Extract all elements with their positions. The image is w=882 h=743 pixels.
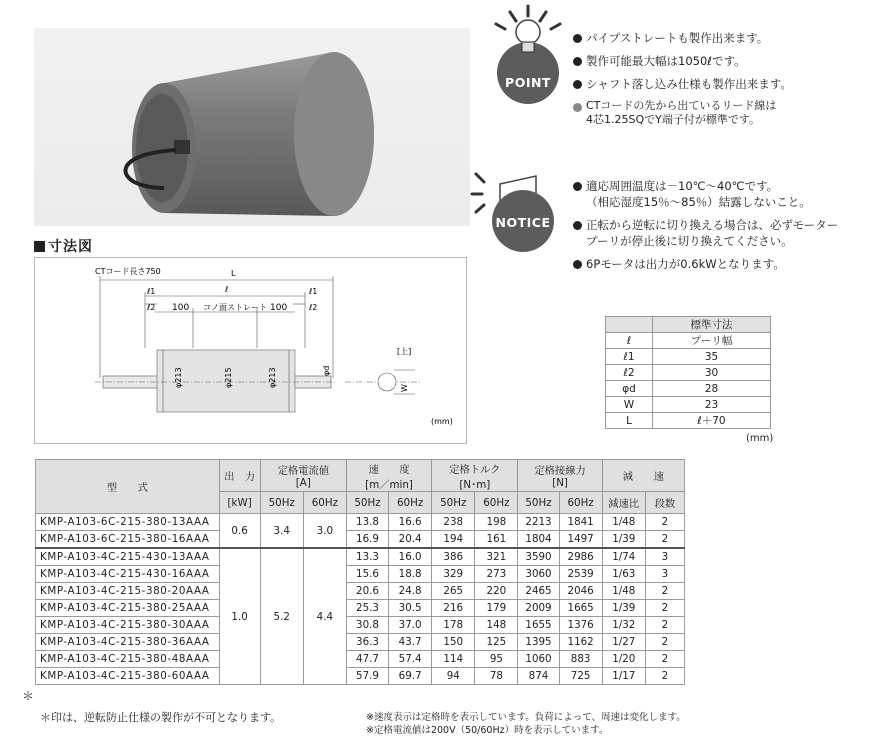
table-cell: 1.0 [219,548,260,685]
L-label: L [231,269,236,278]
table-cell: 1/48 [602,514,645,531]
phi213-left-label: φ213 [174,367,183,388]
phi213-right-label: φ213 [268,367,277,388]
l1-right-label: ℓ1 [309,287,318,296]
table-cell: 37.0 [389,617,432,634]
table-cell: 57.4 [389,651,432,668]
table-cell: 150 [432,634,475,651]
table-cell: 1655 [518,617,559,634]
table-cell: 2 [645,600,684,617]
table-cell: 273 [475,566,518,583]
table-cell: 1/32 [602,617,645,634]
table-cell: 3 [645,548,684,566]
table-cell: 1/39 [602,600,645,617]
h-output: 出 力 [219,460,260,492]
table-cell: 20.6 [346,583,388,600]
table-cell: 18.8 [389,566,432,583]
footnote-left: ＊印は、逆転防止仕様の製作が不可となります。 [40,711,282,724]
W-label: W [400,384,409,392]
table-cell: 321 [475,548,518,566]
table-cell: 125 [475,634,518,651]
table-row: ℓ1 35 [606,349,771,365]
standard-dimension-table [605,316,771,429]
table-cell: 1/74 [602,548,645,566]
point-item: パイプストレートも製作出来ます。 [572,30,792,46]
table-cell: KMP-A103-6C-215-380-16AAA [36,531,220,549]
table-cell: 3.4 [260,514,303,549]
table-cell: 1/39 [602,531,645,549]
table-cell: 238 [432,514,475,531]
table-cell: 2213 [518,514,559,531]
table-row [36,583,685,600]
top-label: [上] [397,347,412,356]
point-note: CTコードの先から出ているリード線は 4芯1.25SQでY端子付が標準です。 [572,99,792,127]
table-cell: 725 [559,668,602,685]
table-cell: 15.6 [346,566,388,583]
table-cell: 3 [645,566,684,583]
table-cell: 1162 [559,634,602,651]
table-cell: 1/17 [602,668,645,685]
footnote-right-2: ※定格電流値は200V（50/60Hz）時を表示しています。 [366,725,609,736]
table-cell: KMP-A103-6C-215-380-13AAA [36,514,220,531]
table-row: φd 28 [606,381,771,397]
table-cell: 2 [645,531,684,549]
notice-item: 適応周囲温度は－10℃～40℃です。 （相応湿度15％～85％）結露しないこと。 [572,178,838,210]
asterisk-mark: ＊ [22,689,35,703]
table-row [36,651,685,668]
table-cell: 114 [432,651,475,668]
table-cell: 198 [475,514,518,531]
notice-list [572,178,838,279]
table-cell: 2539 [559,566,602,583]
spec-table: 型 式 出 力 定格電流値 [A] 速 度 [m／min] 定格トルク [N･m] 定格接線力 [N] 減 速 [kW] 50Hz 60Hz 50Hz 60Hz 50Hz 60Hz 50Hz 60Hz 減速比 段数 KMP-A103-6C-215-380-13AAA 0.6 3.4 3.0 13.8 16.6 238 198 2213 1841 1/48 2 KMP-A103-6C-215-380-16AAA 16.9 20.4 194 161 1804 1497 1/39 2 KMP-A103-4C-215-430-13AAA 1.0 5.2 4.4 13.3 16.0 386 321 3590 2986 1/74 3 KMP-A103-4C-215-430-16AAA 15.6 18.8 329 273 3060 2539 1/63 3 KMP-A103-4C-215-380-20AAA 20.6 24.8 265 220 2465 2046 1/48 2 KMP-A103-4C-215-380-25AAA 25.3 30.5 216 179 2009 1665 1/39 2 KMP-A103-4C-215-380-30AAA 30.8 37.0 178 148 1655 1376 1/32 2 KMP-A103-4C-215-380-36AAA 36.3 43.7 150 125 1395 1162 1/27 2 KMP-A103-4C-215-380-48AAA 47.7 57.4 114 95 1060 883 1/20 2 KMP-A103-4C-215-380-60AAA 57.9 69.7 94 78 874 725 1/17 2 [35,459,685,685]
table-cell: 1/48 [602,583,645,600]
table-cell: 179 [475,600,518,617]
table-cell: 220 [475,583,518,600]
table-row: L ℓ＋70 [606,413,771,429]
straight-label: コノ面ストレート [203,303,267,312]
table-cell: 161 [475,531,518,549]
table-cell: 4.4 [303,548,346,685]
table-row [36,668,685,685]
table-cell: 2009 [518,600,559,617]
table-cell: 47.7 [346,651,388,668]
section-title: 寸法図 [34,236,93,256]
table-cell: KMP-A103-4C-215-380-20AAA [36,583,220,600]
table-cell: 24.8 [389,583,432,600]
footnote-right-1: ※速度表示は定格時を表示しています。負荷によって、周速は変化します。 [366,712,686,723]
table-cell: 874 [518,668,559,685]
table-cell: 1060 [518,651,559,668]
table-cell: 1665 [559,600,602,617]
table-cell: 3590 [518,548,559,566]
table-cell: KMP-A103-4C-215-380-25AAA [36,600,220,617]
table-cell: 13.3 [346,548,388,566]
table-row: ℓ2 30 [606,365,771,381]
table-cell: 178 [432,617,475,634]
table-cell: 2 [645,668,684,685]
ct-cord-label: CTコード長さ750 [95,267,161,276]
phid-label: φd [322,365,331,376]
table-cell: 883 [559,651,602,668]
table-cell: 16.6 [389,514,432,531]
point-item: シャフト落し込み仕様も製作出来ます。 [572,76,792,92]
point-list [572,30,792,134]
table-cell: 57.9 [346,668,388,685]
table-cell: 69.7 [389,668,432,685]
table-cell: 30.5 [389,600,432,617]
table-cell: 5.2 [260,548,303,685]
table-cell: 16.0 [389,548,432,566]
phi215-label: φ215 [224,367,233,388]
table-cell: KMP-A103-4C-215-380-30AAA [36,617,220,634]
table-cell: KMP-A103-4C-215-380-60AAA [36,668,220,685]
point-badge: POINT [497,42,559,104]
table-cell: KMP-A103-4C-215-380-48AAA [36,651,220,668]
d100-left-label: 100 [172,303,190,313]
table-row [36,548,685,566]
table-cell: 0.6 [219,514,260,549]
point-item: 製作可能最大幅は1050ℓです。 [572,53,792,69]
table-cell: 216 [432,600,475,617]
table-cell: 3060 [518,566,559,583]
table-cell: 386 [432,548,475,566]
table-cell: 2465 [518,583,559,600]
table-cell: 2 [645,651,684,668]
lightbulb-icon [512,18,544,56]
table-cell: 1/63 [602,566,645,583]
drawing-unit: (mm) [431,417,453,426]
table-row: ℓ プーリ幅 [606,333,771,349]
notice-badge: NOTICE [492,190,554,252]
table-cell: 36.3 [346,634,388,651]
table-cell: 1497 [559,531,602,549]
table-row [36,634,685,651]
table-cell: 78 [475,668,518,685]
table-row [36,566,685,583]
product-photo [34,28,470,226]
table-cell: 265 [432,583,475,600]
table-cell: 95 [475,651,518,668]
dimension-drawing [34,257,467,444]
table-cell: 1/27 [602,634,645,651]
table-cell: 1376 [559,617,602,634]
table-row [36,617,685,634]
l1-left-label: ℓ1 [147,287,156,296]
table-cell: 194 [432,531,475,549]
table-cell: 2986 [559,548,602,566]
table-cell: 16.9 [346,531,388,549]
l2-left-label: ℓ2 [147,303,156,312]
table-cell: 3.0 [303,514,346,549]
d100-right-label: 100 [270,303,288,313]
table-cell: 94 [432,668,475,685]
table-cell: 20.4 [389,531,432,549]
table-cell: KMP-A103-4C-215-380-36AAA [36,634,220,651]
table-row [36,531,685,549]
std-header: 標準寸法 [653,317,771,333]
table-cell: 25.3 [346,600,388,617]
table-cell: 2046 [559,583,602,600]
table-cell: 2 [645,617,684,634]
std-unit: (mm) [746,433,774,444]
h-model: 型 式 [36,460,220,514]
l2-right-label: ℓ2 [309,303,318,312]
notice-item: 6Pモータは出力が0.6kWとなります。 [572,256,838,272]
table-cell: 2 [645,583,684,600]
table-cell: 1804 [518,531,559,549]
table-cell: 329 [432,566,475,583]
table-cell: 43.7 [389,634,432,651]
table-cell: 148 [475,617,518,634]
table-cell: 2 [645,634,684,651]
table-row: W 23 [606,397,771,413]
notice-item: 正転から逆転に切り換える場合は、必ずモーター プーリが停止後に切り換えてください。 [572,217,838,249]
l-label: ℓ [225,285,229,294]
table-cell: 1395 [518,634,559,651]
table-cell: KMP-A103-4C-215-430-16AAA [36,566,220,583]
table-cell: 13.8 [346,514,388,531]
table-row [36,514,685,531]
table-row [36,600,685,617]
table-cell: 2 [645,514,684,531]
table-cell: 30.8 [346,617,388,634]
table-cell: 1841 [559,514,602,531]
table-cell: 1/20 [602,651,645,668]
table-cell: KMP-A103-4C-215-430-13AAA [36,548,220,566]
